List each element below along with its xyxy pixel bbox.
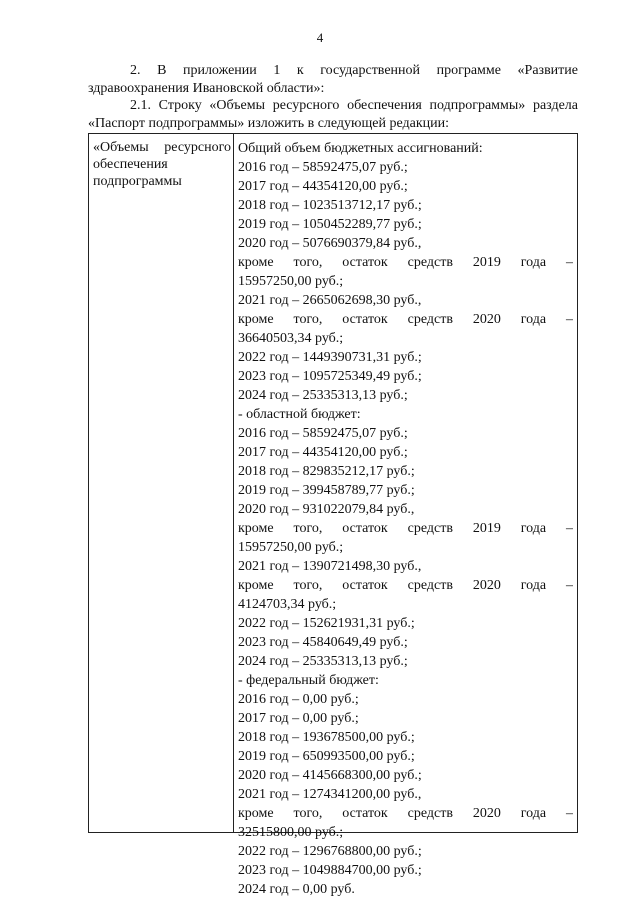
budget-line: 2022 год – 1296768800,00 руб.; — [238, 844, 422, 859]
budget-line: 2018 год – 193678500,00 руб.; — [238, 730, 415, 745]
amendment-paragraph-1 — [88, 62, 578, 98]
budget-line: 36640503,34 руб.; — [238, 331, 344, 346]
budget-line: 2022 год – 1449390731,31 руб.; — [238, 350, 422, 365]
budget-line: 2017 год – 0,00 руб.; — [238, 711, 359, 726]
budget-line: 2023 год – 45840649,49 руб.; — [238, 635, 408, 650]
budget-line: кроме того, остаток средств 2019 года – — [238, 521, 573, 536]
budget-line: 2017 год – 44354120,00 руб.; — [238, 179, 408, 194]
budget-line: 2020 год – 931022079,84 руб., — [238, 502, 415, 517]
amendment-paragraph-2-text: 2.1. Строку «Объемы ресурсного обеспечения подпрограммы» раздела «Паспорт подпрограммы» изложить в следующей редакции: — [88, 98, 578, 131]
table-column-divider — [233, 134, 234, 832]
budget-line: 2022 год – 152621931,31 руб.; — [238, 616, 415, 631]
budget-line: 2020 год – 4145668300,00 руб.; — [238, 768, 422, 783]
budget-line: 15957250,00 руб.; — [238, 540, 344, 555]
amendment-paragraph-1-text: 2. В приложении 1 к государственной программе «Развитие здравоохранения Ивановской области»: — [88, 63, 578, 96]
left-cell-line: подпрограммы — [93, 174, 182, 189]
table-right-cell — [238, 139, 573, 899]
left-cell-line: «Объемы ресурсного — [93, 140, 231, 155]
budget-line: 32515800,00 руб.; — [238, 825, 344, 840]
budget-line: 2016 год – 0,00 руб.; — [238, 692, 359, 707]
budget-line: 2024 год – 0,00 руб. — [238, 882, 355, 897]
budget-line: - областной бюджет: — [238, 407, 361, 422]
budget-line: кроме того, остаток средств 2019 года – — [238, 255, 573, 270]
budget-line: 2016 год – 58592475,07 руб.; — [238, 426, 408, 441]
amendment-paragraph-2 — [88, 97, 578, 133]
budget-line: 2018 год – 1023513712,17 руб.; — [238, 198, 422, 213]
budget-line: 2024 год – 25335313,13 руб.; — [238, 654, 408, 669]
table-left-cell — [93, 139, 231, 190]
budget-line: 2023 год – 1049884700,00 руб.; — [238, 863, 422, 878]
budget-line: 2020 год – 5076690379,84 руб., — [238, 236, 422, 251]
left-cell-line: обеспечения — [93, 157, 168, 172]
budget-line: 2016 год – 58592475,07 руб.; — [238, 160, 408, 175]
budget-line: Общий объем бюджетных ассигнований: — [238, 141, 483, 156]
budget-line: - федеральный бюджет: — [238, 673, 379, 688]
budget-line: кроме того, остаток средств 2020 года – — [238, 312, 573, 327]
budget-line: 2017 год – 44354120,00 руб.; — [238, 445, 408, 460]
budget-line: 2023 год – 1095725349,49 руб.; — [238, 369, 422, 384]
budget-line: 2019 год – 1050452289,77 руб.; — [238, 217, 422, 232]
budget-line: 2021 год – 1390721498,30 руб., — [238, 559, 422, 574]
budget-line: 2018 год – 829835212,17 руб.; — [238, 464, 415, 479]
budget-line: 4124703,34 руб.; — [238, 597, 337, 612]
budget-line: кроме того, остаток средств 2020 года – — [238, 578, 573, 593]
budget-line: кроме того, остаток средств 2020 года – — [238, 806, 573, 821]
budget-line: 2021 год – 1274341200,00 руб., — [238, 787, 422, 802]
page-number: 4 — [316, 30, 324, 45]
resource-table — [88, 133, 578, 897]
budget-line: 2019 год – 650993500,00 руб.; — [238, 749, 415, 764]
budget-line: 2021 год – 2665062698,30 руб., — [238, 293, 422, 308]
budget-line: 2024 год – 25335313,13 руб.; — [238, 388, 408, 403]
budget-line: 2019 год – 399458789,77 руб.; — [238, 483, 415, 498]
budget-line: 15957250,00 руб.; — [238, 274, 344, 289]
